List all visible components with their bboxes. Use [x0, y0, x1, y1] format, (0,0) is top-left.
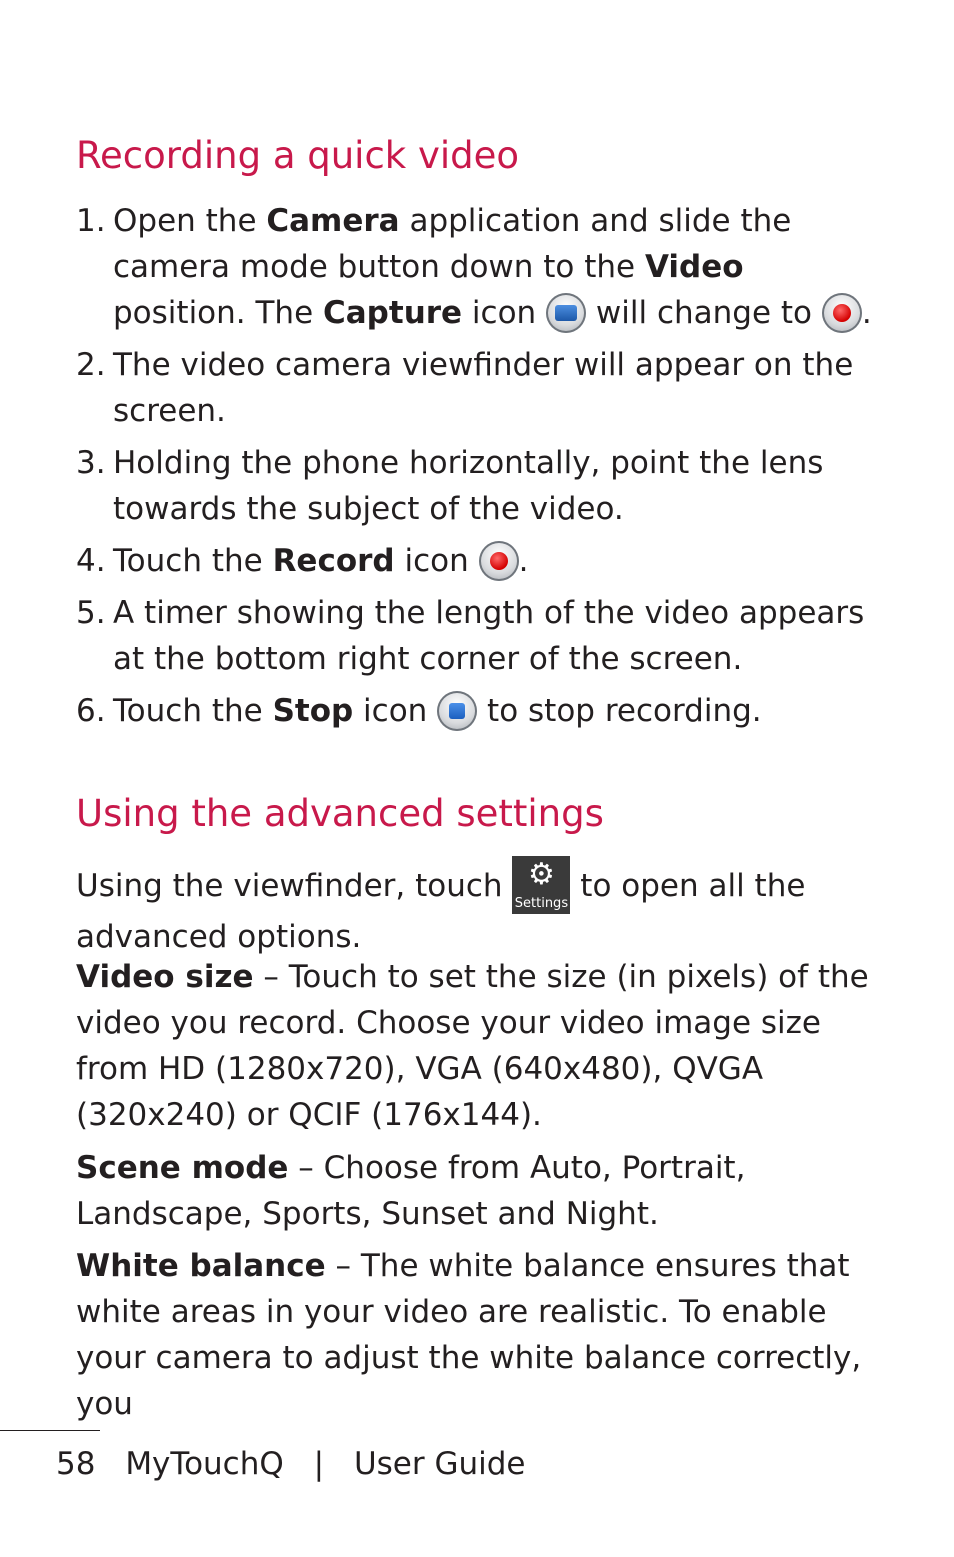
- stop-icon: [437, 691, 477, 731]
- list-item: 3. Holding the phone horizontally, point the lens towards the subject of the video.: [76, 440, 876, 532]
- section-title-recording: Recording a quick video: [76, 134, 520, 177]
- list-item: 2. The video camera viewfinder will appear on the screen.: [76, 342, 876, 434]
- intro-paragraph: Using the viewfinder, touch ⚙ Settings to open all the advanced options.: [76, 857, 806, 955]
- footer-separator: |: [313, 1446, 325, 1482]
- step-number: 3.: [76, 445, 106, 481]
- guide-label: User Guide: [353, 1446, 526, 1482]
- video-size-paragraph: Video size – Touch to set the size (in pixels) of the video you record. Choose your video image size from HD (1280x720), VGA (640x480), QVGA (320x240) or QCIF (176x144).: [76, 959, 869, 1133]
- step-number: 6.: [76, 693, 106, 729]
- footer-divider: [0, 1430, 100, 1431]
- page-number: 58: [56, 1446, 96, 1482]
- section-title-advanced: Using the advanced settings: [76, 792, 604, 835]
- page-footer: [56, 1444, 546, 1484]
- list-item: 6. Touch the Stop icon to stop recording.: [76, 688, 876, 734]
- step-number: 4.: [76, 543, 106, 579]
- product-name: MyTouchQ: [125, 1446, 284, 1482]
- step-number: 1.: [76, 203, 106, 239]
- list-item: 5. A timer showing the length of the video appears at the bottom right corner of the screen.: [76, 590, 876, 682]
- record-icon: [822, 293, 862, 333]
- recording-steps: [76, 198, 876, 740]
- camera-capture-icon: [546, 293, 586, 333]
- white-balance-paragraph: White balance – The white balance ensures that white areas in your video are realistic. To enable your camera to adjust the white balance correctly, you: [76, 1248, 862, 1422]
- step-number: 2.: [76, 347, 106, 383]
- record-icon: [479, 541, 519, 581]
- step-number: 5.: [76, 595, 106, 631]
- list-item: 4. Touch the Record icon .: [76, 538, 876, 584]
- settings-gear-icon: ⚙ Settings: [512, 856, 570, 914]
- scene-mode-paragraph: Scene mode – Choose from Auto, Portrait, Landscape, Sports, Sunset and Night.: [76, 1150, 746, 1232]
- list-item: 1. Open the Camera application and slide the camera mode button down to the Video position. The Capture icon will change to .: [76, 198, 876, 336]
